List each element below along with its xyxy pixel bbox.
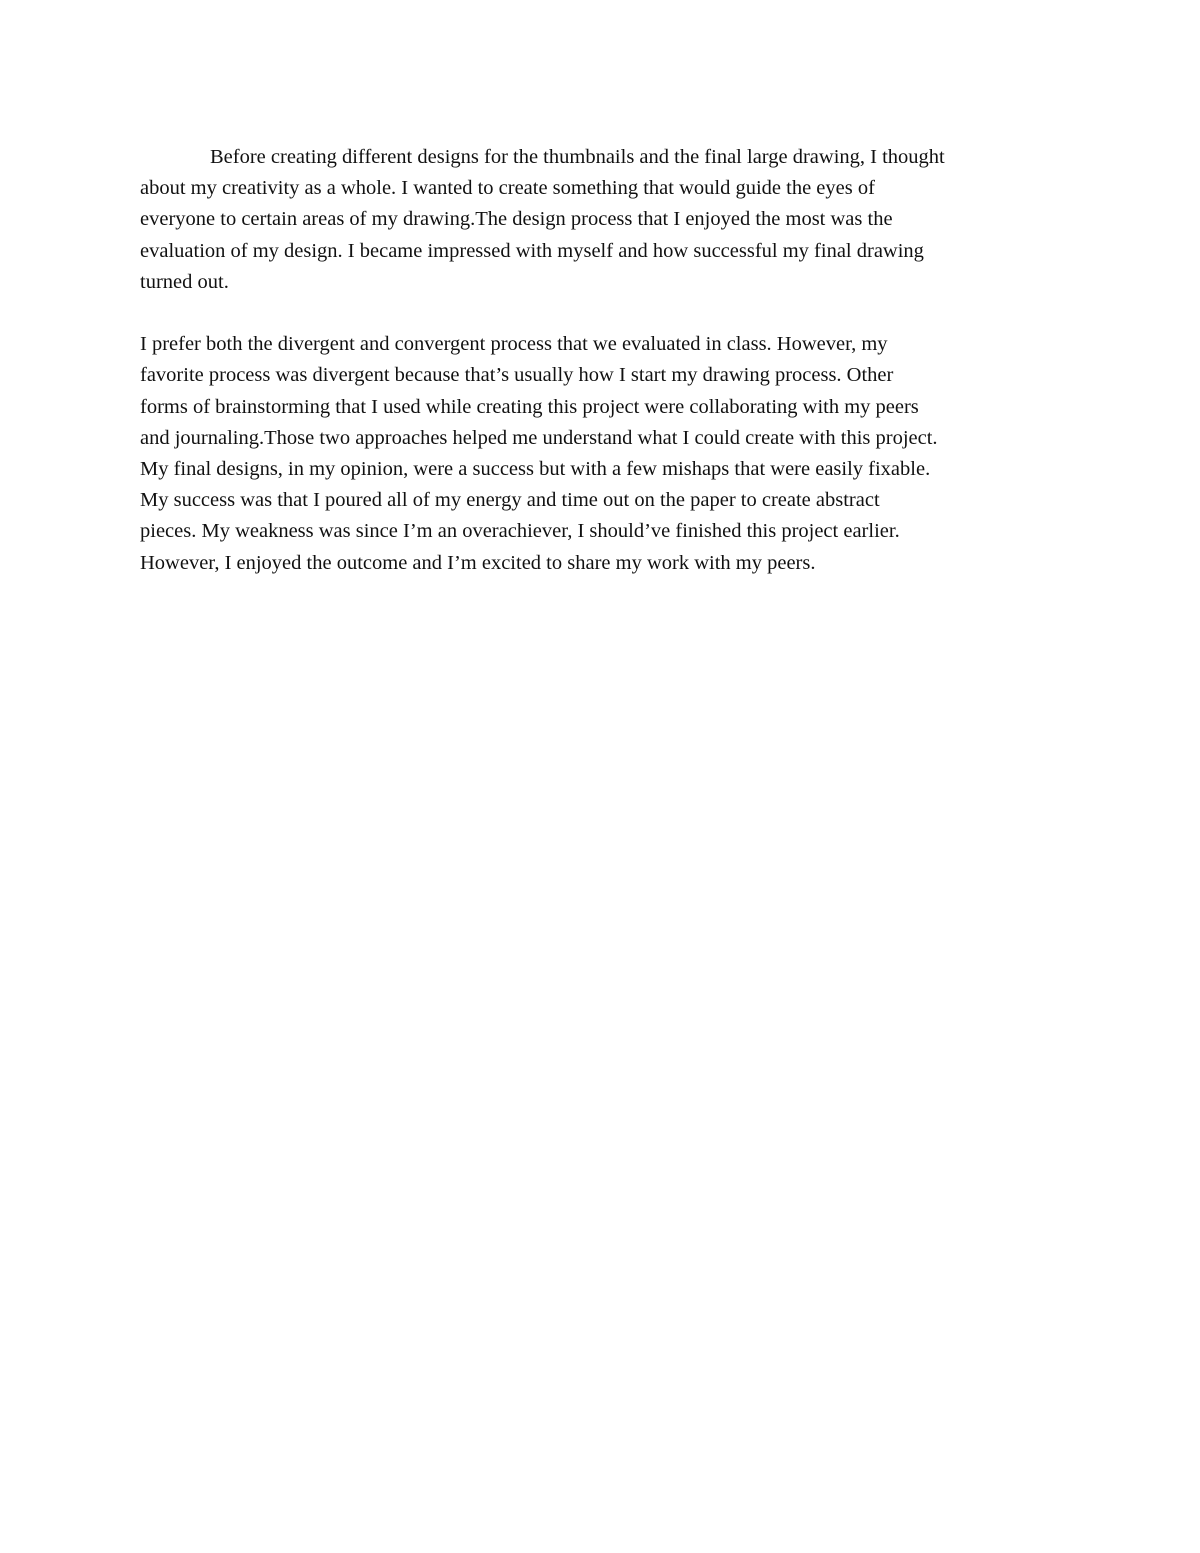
paragraph-line: about my creativity as a whole. I wanted to create something that would guide the eyes of — [140, 177, 875, 200]
paragraph-line: pieces. My weakness was since I’m an overachiever, I should’ve finished this project earlier. — [140, 520, 900, 543]
paragraph-line: My final designs, in my opinion, were a success but with a few mishaps that were easily fixable. — [140, 458, 931, 481]
paragraph-line-text: Before creating different designs for the thumbnails and the final large drawing, I thought — [210, 146, 945, 168]
paragraph-line: turned out. — [140, 270, 229, 293]
paragraph-spacer — [140, 298, 1070, 329]
document-body — [140, 142, 1070, 579]
paragraph-line: However, I enjoyed the outcome and I’m excited to share my work with my peers. — [140, 551, 816, 574]
paragraph-line: I prefer both the divergent and convergent process that we evaluated in class. However, my — [140, 333, 888, 356]
paragraph-line: favorite process was divergent because that’s usually how I start my drawing process. Other — [140, 364, 894, 387]
paragraph-2 — [140, 329, 1070, 579]
paragraph-line: forms of brainstorming that I used while creating this project were collaborating with my peers — [140, 395, 919, 418]
paragraph-line — [140, 142, 1070, 173]
paragraph-1 — [140, 142, 1070, 298]
paragraph-line: and journaling.Those two approaches helped me understand what I could create with this project. — [140, 426, 938, 449]
paragraph-line: evaluation of my design. I became impressed with myself and how successful my final drawing — [140, 239, 924, 262]
paragraph-line: everyone to certain areas of my drawing.The design process that I enjoyed the most was the — [140, 208, 893, 231]
paragraph-line: My success was that I poured all of my energy and time out on the paper to create abstract — [140, 489, 880, 512]
